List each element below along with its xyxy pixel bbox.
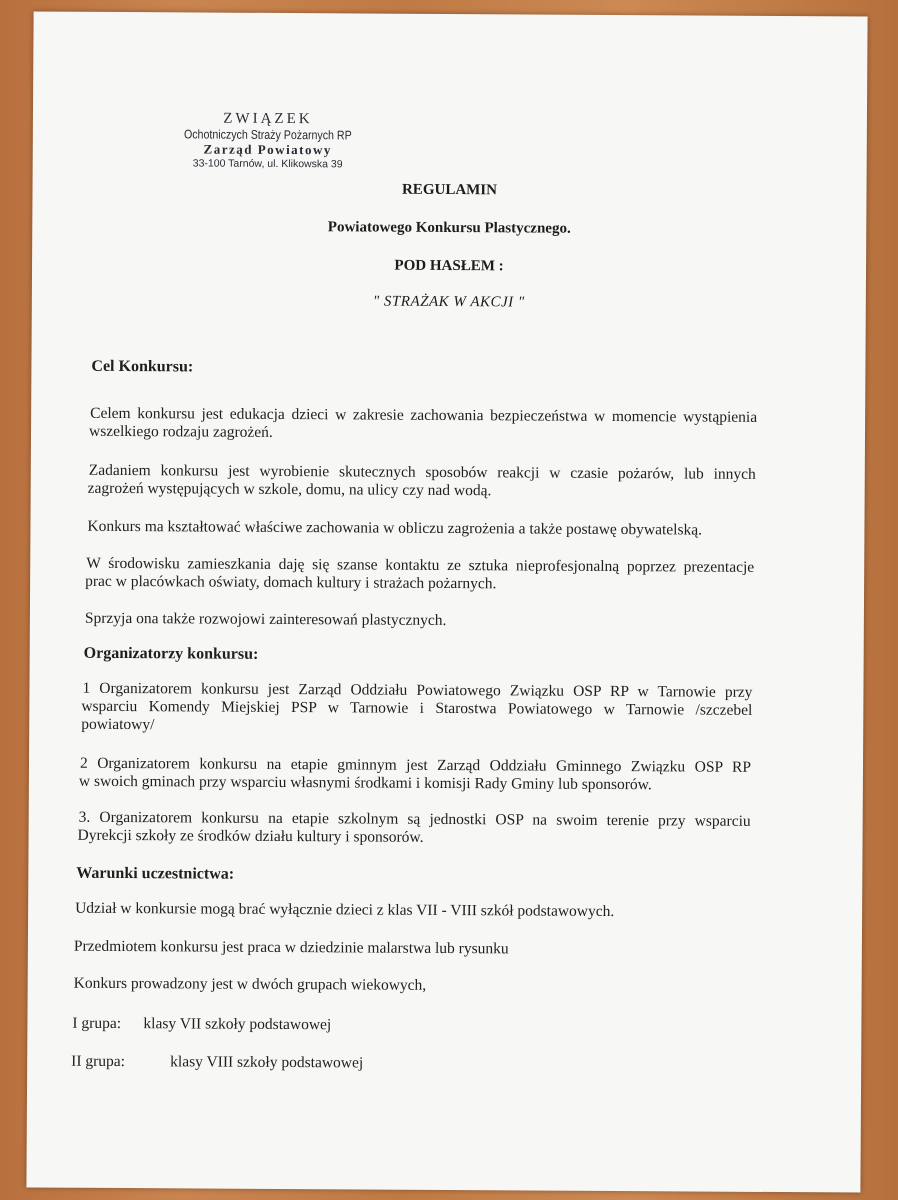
motto-label: POD HASŁEM : xyxy=(394,257,504,275)
paragraph-line: powiatowy/ xyxy=(81,715,155,734)
stamp-line-4: 33-100 Tarnów, ul. Klikowska 39 xyxy=(192,157,343,170)
paragraph-line: prac w placówkach oświaty, domach kultury i strażach pożarnych. xyxy=(85,572,497,593)
group-2-value: klasy VIII szkoły podstawowej xyxy=(170,1053,364,1072)
paragraph-line: W środowisku zamieszkania daję się szanse kontaktu ze sztuka nieprofesjonalną poprzez prezentacje xyxy=(86,554,755,576)
stamp-line-3: Zarząd Powiatowy xyxy=(203,141,332,157)
paragraph-line: Zadaniem konkursu jest wyrobienie skutecznych sposobów reakcji w czasie pożarów, lub innych xyxy=(88,461,756,483)
section-heading-conditions: Warunki uczestnictwa: xyxy=(76,864,235,883)
organization-stamp xyxy=(163,110,373,170)
document-subtitle: Powiatowego Konkursu Plastycznego. xyxy=(327,219,571,237)
paragraph-line: zagrożeń występujących w szkole, domu, na ulicy czy nad wodą. xyxy=(87,479,492,500)
paragraph-line: 3. Organizatorem konkursu na etapie szkolnym są jednostki OSP na swoim terenie przy wsparciu xyxy=(78,808,751,830)
section-heading-goal: Cel Konkursu: xyxy=(91,357,194,376)
paragraph-line: Konkurs ma kształtować właściwe zachowania w obliczu zagrożenia a także postawę obywatelską. xyxy=(87,517,703,539)
paragraph-line: 1 Organizatorem konkursu jest Zarząd Oddziału Powiatowego Związku OSP RP w Tarnowie przy xyxy=(82,679,753,701)
group-2-label: II grupa: xyxy=(71,1052,126,1071)
group-1-value: klasy VII szkoły podstawowej xyxy=(143,1015,332,1034)
paragraph-line: Celem konkursu jest edukacja dzieci w zakresie zachowania bezpieczeństwa w momencie wystąpienia xyxy=(90,404,758,426)
section-heading-organizers: Organizatorzy konkursu: xyxy=(83,644,259,663)
stamp-line-2: Ochotniczych Straży Pożarnych RP xyxy=(183,127,352,143)
paragraph-line: Dyrekcji szkoły ze środków działu kultury i sponsorów. xyxy=(77,826,424,846)
paragraph-line: Sprzyja ona także rozwojowi zainteresowań plastycznych. xyxy=(84,609,447,629)
paragraph-line: Konkurs prowadzony jest w dwóch grupach wiekowych, xyxy=(73,974,427,994)
paragraph-line: 2 Organizatorem konkursu na etapie gminnym jest Zarząd Oddziału Gminnego Związku OSP RP xyxy=(79,754,752,776)
paragraph-line: w swoich gminach przy wsparciu własnymi środkami i komisji Rady Gminy lub sponsorów. xyxy=(78,772,652,794)
document-title: REGULAMIN xyxy=(401,181,498,199)
group-1-label: I grupa: xyxy=(72,1014,122,1033)
paragraph-line: Udział w konkursie mogą brać wyłącznie dzieci z klas VII - VIII szkół podstawowych. xyxy=(75,899,615,921)
paragraph-line: wsparciu Komendy Miejskiej PSP w Tarnowie i Starostwa Powiatowego w Tarnowie /szczebel xyxy=(81,697,753,719)
paragraph-line: wszelkiego rodzaju zagrożeń. xyxy=(88,422,273,441)
stamp-line-1: ZWIĄZEK xyxy=(223,110,313,128)
document-page xyxy=(26,11,867,1192)
motto: " STRAŻAK W AKCJI " xyxy=(372,293,525,311)
paragraph-line: Przedmiotem konkursu jest praca w dziedzinie malarstwa lub rysunku xyxy=(73,937,509,958)
